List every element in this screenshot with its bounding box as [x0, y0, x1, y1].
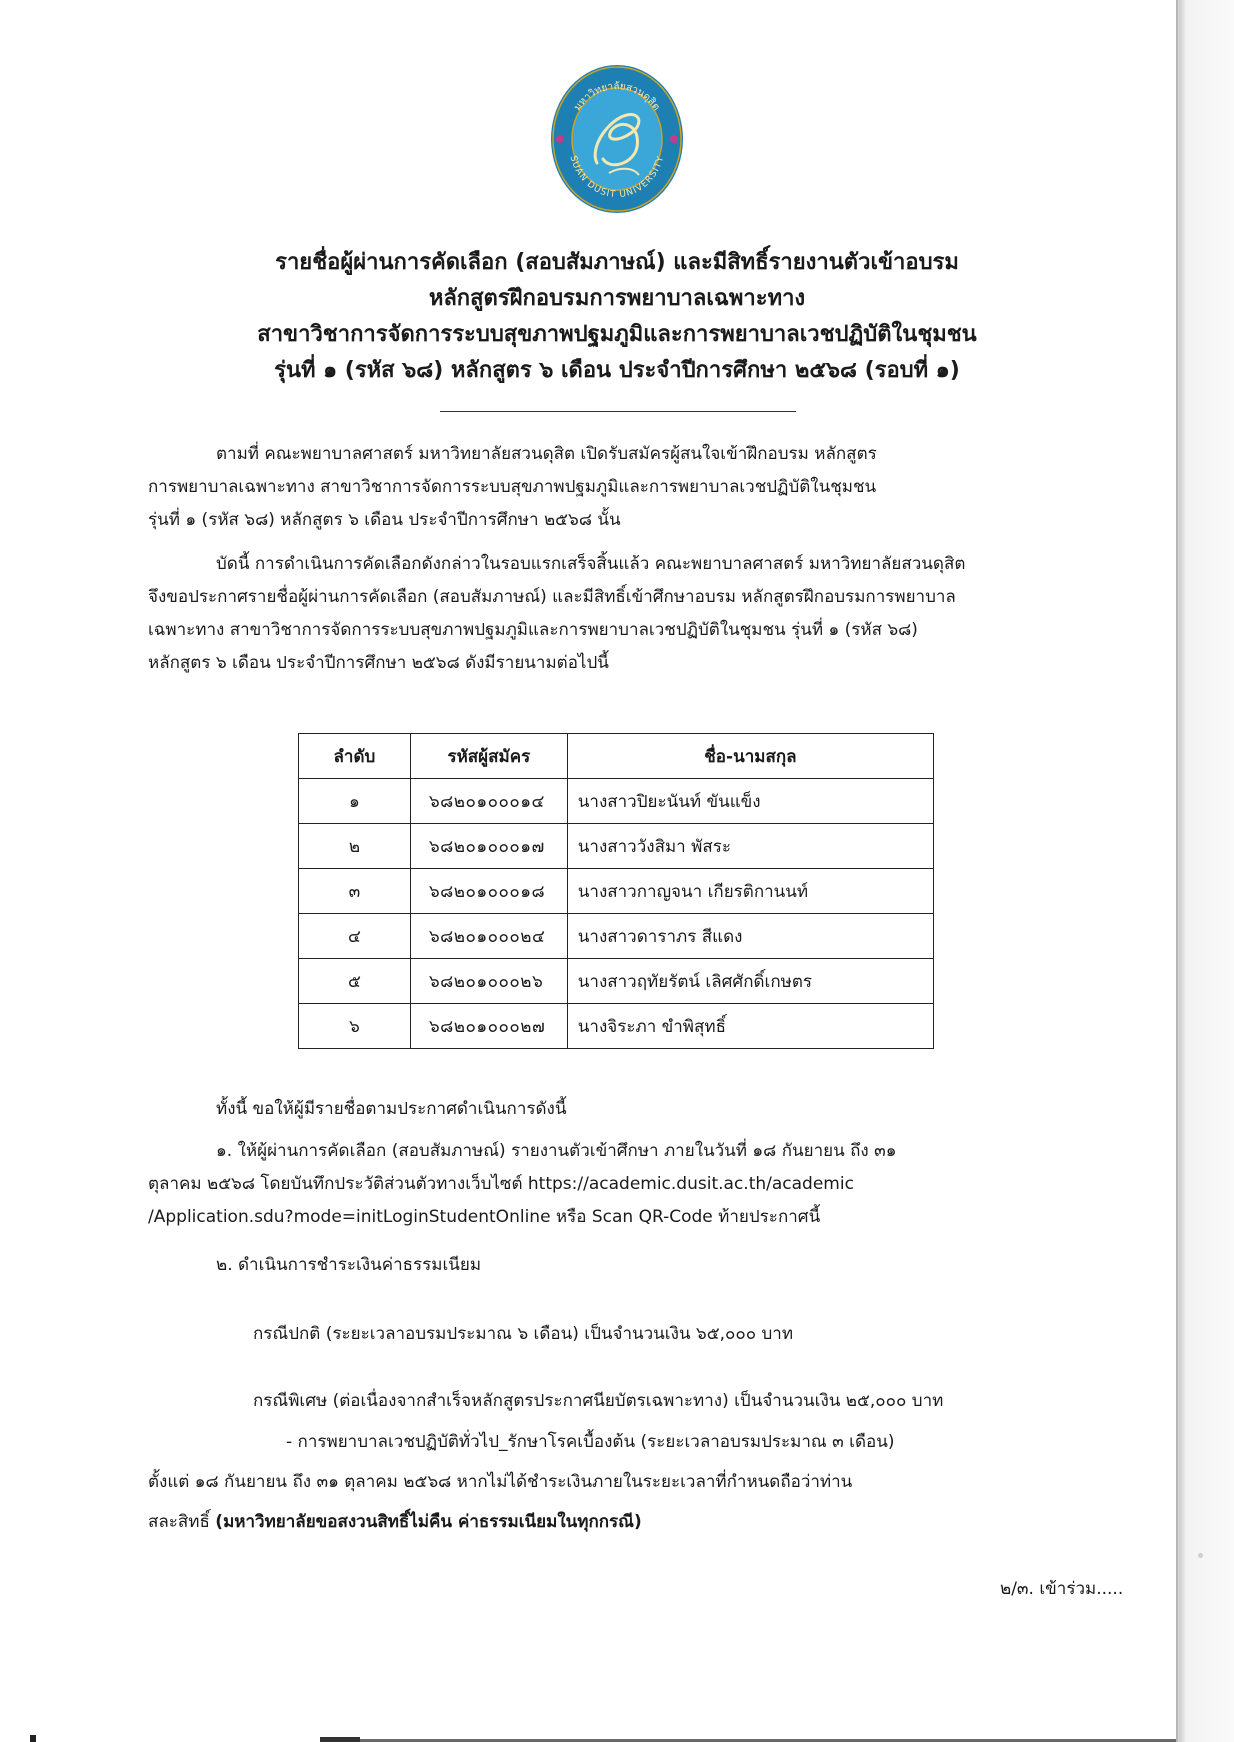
cell-full-name: นางสาวดาราภร สีแดง	[567, 914, 933, 959]
cell-order: ๕	[299, 959, 411, 1004]
cell-order: ๖	[299, 1004, 411, 1049]
intro-p2-line-4: หลักสูตร ๖ เดือน ประจำปีการศึกษา ๒๕๖๘ ดังมีรายนามต่อไปนี้	[148, 653, 609, 673]
seal-arc-text-top: มหาวิทยาลัยสวนดุสิต	[572, 80, 662, 113]
table-row	[299, 914, 934, 959]
intro-p1-line-1: ตามที่ คณะพยาบาลศาสตร์ มหาวิทยาลัยสวนดุสิต เปิดรับสมัครผู้สนใจเข้าฝึกอบรม หลักสูตร	[216, 444, 877, 464]
title-line-1: รายชื่อผู้ผ่านการคัดเลือก (สอบสัมภาษณ์) และมีสิทธิ์รายงานตัวเข้าอบรม	[275, 250, 959, 275]
title-line-4: รุ่นที่ ๑ (รหัส ๖๘) หลักสูตร ๖ เดือน ประจำปีการศึกษา ๒๕๖๘ (รอบที่ ๑)	[274, 358, 960, 383]
scan-page-edge	[1176, 0, 1234, 1742]
cell-full-name: นางสาวกาญจนา เกียรติกานนท์	[567, 869, 933, 914]
scan-artifact	[320, 1737, 360, 1742]
scan-speck	[1198, 1553, 1203, 1558]
cell-full-name: นางสาววังสิมา พัสระ	[567, 824, 933, 869]
forfeit-notice	[148, 1506, 642, 1539]
scan-artifact	[30, 1735, 36, 1742]
continued-page-marker: ๒/๓. เข้าร่วม.....	[1000, 1579, 1124, 1599]
intro-p2-line-3: เฉพาะทาง สาขาวิชาการจัดการระบบสุขภาพปฐมภูมิและการพยาบาลเวชปฏิบัติในชุมชน รุ่นที่ ๑ (รหัส ๖๘)	[148, 620, 918, 640]
cell-applicant-id: ๖๘๒๐๑๐๐๐๒๗	[410, 1004, 567, 1049]
item1-line-1: ๑. ให้ผู้ผ่านการคัดเลือก (สอบสัมภาษณ์) รายงานตัวเข้าศึกษา ภายในวันที่ ๑๘ กันยายน ถึง ๓๑	[216, 1141, 897, 1161]
table-row	[299, 869, 934, 914]
forfeit-text: สละสิทธิ์	[148, 1512, 216, 1532]
university-seal-logo	[549, 63, 685, 215]
fee-normal-case: กรณีปกติ (ระยะเวลาอบรมประมาณ ๖ เดือน) เป็นจำนวนเงิน ๖๕,๐๐๐ บาท	[253, 1324, 794, 1344]
cell-applicant-id: ๖๘๒๐๑๐๐๐๒๔	[410, 914, 567, 959]
intro-p1-line-2: การพยาบาลเฉพาะทาง สาขาวิชาการจัดการระบบสุขภาพปฐมภูมิและการพยาบาลเวชปฏิบัติในชุมชน	[148, 477, 877, 497]
fee-special-case: กรณีพิเศษ (ต่อเนื่องจากสำเร็จหลักสูตรประกาศนียบัตรเฉพาะทาง) เป็นจำนวนเงิน ๒๕,๐๐๐ บาท	[253, 1391, 944, 1411]
candidates-table	[298, 733, 934, 1049]
seal-arc-text-bottom: SUAN DUSIT UNIVERSITY	[567, 154, 667, 201]
payment-deadline: ตั้งแต่ ๑๘ กันยายน ถึง ๓๑ ตุลาคม ๒๕๖๘ หากไม่ได้ชำระเงินภายในระยะเวลาที่กำหนดถือว่าท่าน	[148, 1472, 853, 1492]
cell-applicant-id: ๖๘๒๐๑๐๐๐๑๘	[410, 869, 567, 914]
item1-line-3: /Application.sdu?mode=initLoginStudentOnline หรือ Scan QR-Code ท้ายประกาศนี้	[148, 1207, 821, 1227]
title-divider	[440, 411, 796, 412]
forfeit-bold-note: (มหาวิทยาลัยขอสงวนสิทธิ์ไม่คืน ค่าธรรมเนียมในทุกกรณี)	[215, 1512, 642, 1532]
item1-line-2: ตุลาคม ๒๕๖๘ โดยบันทึกประวัติส่วนตัวทางเว็บไซต์ https://academic.dusit.ac.th/academic	[148, 1174, 854, 1194]
column-header-applicant-id: รหัสผู้สมัคร	[410, 734, 567, 779]
intro-p1-line-3: รุ่นที่ ๑ (รหัส ๖๘) หลักสูตร ๖ เดือน ประจำปีการศึกษา ๒๕๖๘ นั้น	[148, 510, 621, 530]
table-row	[299, 959, 934, 1004]
cell-full-name: นางสาวฤทัยรัตน์ เลิศศักดิ์เกษตร	[567, 959, 933, 1004]
table-row	[299, 779, 934, 824]
column-header-full-name: ชื่อ-นามสกุล	[567, 734, 933, 779]
instruction-item-2: ๒. ดำเนินการชำระเงินค่าธรรมเนียม	[216, 1255, 482, 1275]
cell-full-name: นางสาวปิยะนันท์ ขันแข็ง	[567, 779, 933, 824]
intro-paragraph-2	[148, 548, 1088, 680]
table-header-row	[299, 734, 934, 779]
cell-order: ๔	[299, 914, 411, 959]
table-row	[299, 824, 934, 869]
column-header-order: ลำดับ	[299, 734, 411, 779]
cell-applicant-id: ๖๘๒๐๑๐๐๐๑๗	[410, 824, 567, 869]
table-row	[299, 1004, 934, 1049]
cell-order: ๑	[299, 779, 411, 824]
instructions-lead: ทั้งนี้ ขอให้ผู้มีรายชื่อตามประกาศดำเนินการดังนี้	[216, 1099, 567, 1119]
cell-applicant-id: ๖๘๒๐๑๐๐๐๑๔	[410, 779, 567, 824]
scan-page-edge-line	[1176, 0, 1178, 1742]
intro-p2-line-1: บัดนี้ การดำเนินการคัดเลือกดังกล่าวในรอบแรกเสร็จสิ้นแล้ว คณะพยาบาลศาสตร์ มหาวิทยาลัยสวนดุสิต	[216, 554, 966, 574]
title-line-3: สาขาวิชาการจัดการระบบสุขภาพปฐมภูมิและการพยาบาลเวชปฏิบัติในชุมชน	[257, 322, 977, 347]
cell-order: ๒	[299, 824, 411, 869]
title-line-2: หลักสูตรฝึกอบรมการพยาบาลเฉพาะทาง	[428, 286, 806, 311]
instruction-item-1	[148, 1135, 1088, 1234]
intro-paragraph-1	[148, 438, 1088, 537]
cell-applicant-id: ๖๘๒๐๑๐๐๐๒๖	[410, 959, 567, 1004]
announcement-title	[120, 245, 1114, 389]
cell-full-name: นางจิระภา ขำพิสุทธิ์	[567, 1004, 933, 1049]
intro-p2-line-2: จึงขอประกาศรายชื่อผู้ผ่านการคัดเลือก (สอบสัมภาษณ์) และมีสิทธิ์เข้าศึกษาอบรม หลักสูตรฝึกอบรมการพยาบาล	[148, 587, 956, 607]
fee-special-subitem: - การพยาบาลเวชปฏิบัติทั่วไป_รักษาโรคเบื้องต้น (ระยะเวลาอบรมประมาณ ๓ เดือน)	[286, 1432, 895, 1452]
cell-order: ๓	[299, 869, 411, 914]
